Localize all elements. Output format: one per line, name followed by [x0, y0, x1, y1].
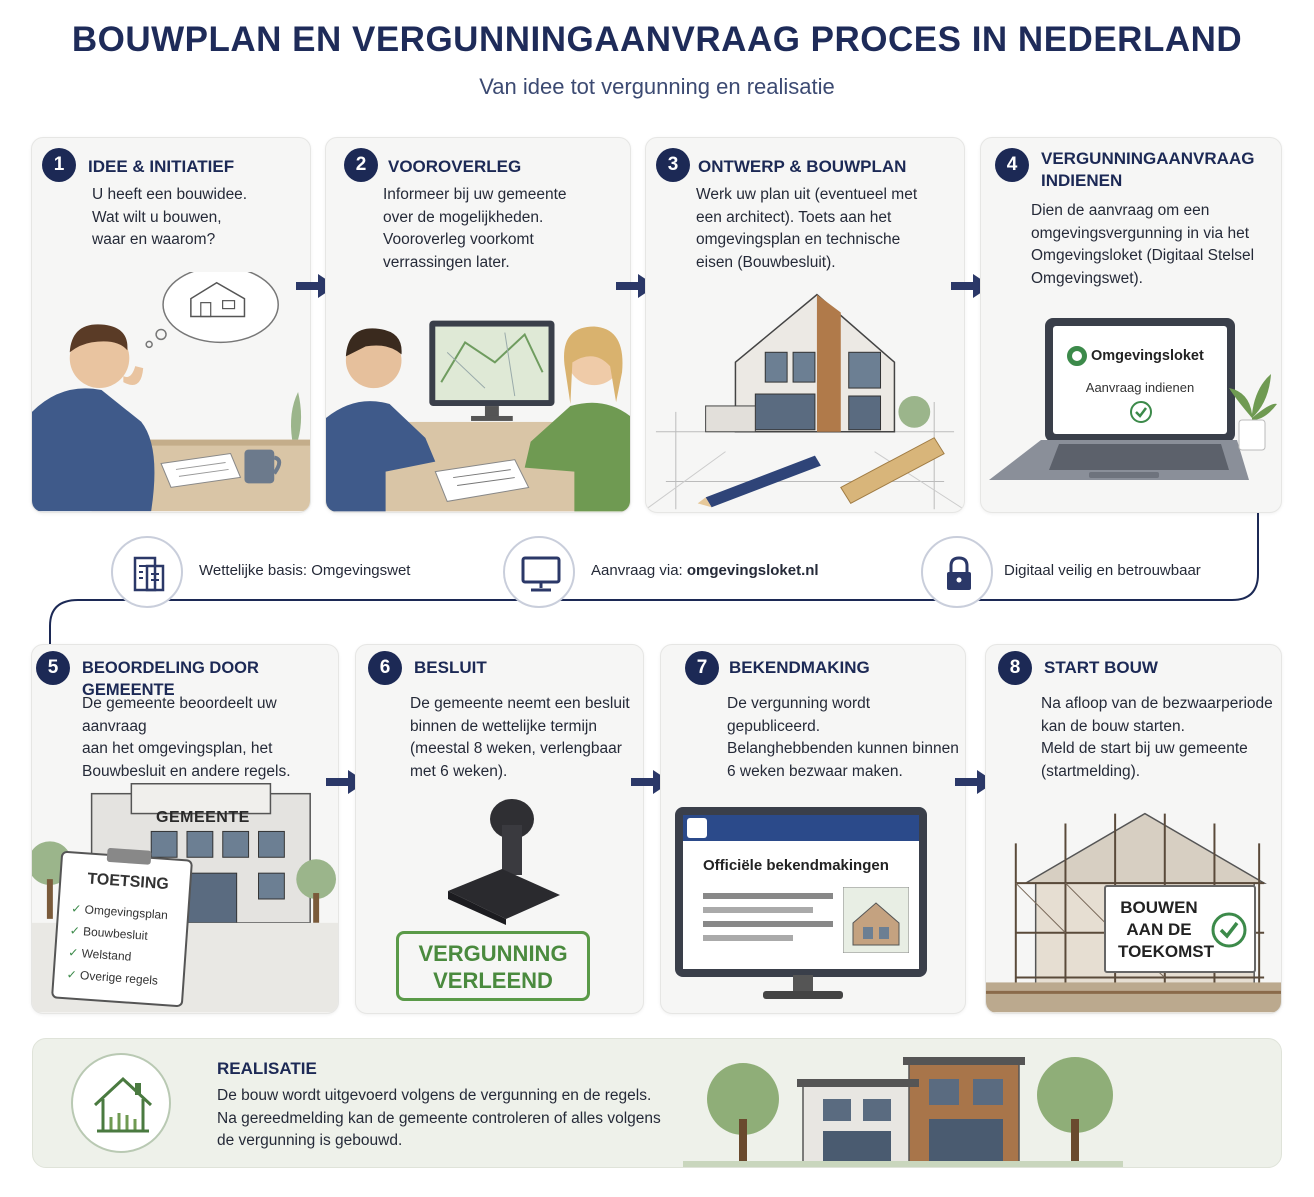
house-icon: [73, 1055, 173, 1155]
info-lock-circle: [921, 536, 993, 608]
step-heading: IDEE & INITIATIEF: [88, 157, 235, 176]
step-card-2: [325, 137, 631, 513]
step-description: Werk uw plan uit (eventueel met een architect). Toets aan het omgevingsplan en technische eisen (Bouwbesluit).: [696, 186, 918, 271]
step-heading: BEKENDMAKING: [729, 658, 870, 677]
realisatie-heading: REALISATIE: [217, 1059, 317, 1078]
building-sign: GEMEENTE: [156, 809, 250, 826]
checklist-item: ✓ Bouwbesluit: [69, 923, 149, 943]
step-description: De gemeente neemt een besluit binnen de wettelijke termijn (meestal 8 weken, verlengbaar met 6 weken).: [410, 695, 630, 780]
publication-monitor: [675, 807, 927, 977]
omgevingsloket-link[interactable]: omgevingsloket.nl: [686, 562, 819, 579]
info-security: Digitaal veilig en betrouwbaar: [1004, 562, 1201, 579]
step-number-badge: 7: [685, 651, 719, 685]
step-number-badge: 2: [344, 148, 378, 182]
checklist-item: ✓ Overige regels: [66, 967, 159, 988]
document-icon: [113, 538, 185, 610]
meeting-illustration: [326, 312, 630, 512]
step-description: Dien de aanvraag om een omgevingsvergunning in via het Omgevingsloket (Digitaal Stelsel Omgevingswet).: [1031, 202, 1255, 287]
step-number-badge: 8: [998, 651, 1032, 685]
monitor-icon: [505, 538, 577, 610]
step-card-4: [980, 137, 1282, 513]
step-card-5: [31, 644, 339, 1014]
thinking-person-illustration: [32, 272, 310, 512]
page-subtitle: Van idee tot vergunning en realisatie: [479, 74, 835, 99]
step-description: U heeft een bouwidee. Wat wilt u bouwen, waar en waarom?: [92, 186, 248, 248]
checklist-item: ✓ Omgevingsplan: [70, 901, 169, 923]
laptop-action-text: Aanvraag indienen: [1085, 380, 1195, 395]
monitor-heading: Officiële bekendmakingen: [703, 857, 889, 874]
step-card-3: [645, 137, 965, 513]
info-legal-basis: Wettelijke basis: Omgevingswet: [199, 562, 411, 579]
step-card-8: [985, 644, 1282, 1014]
stamp-approved: VERGUNNING VERLEEND: [396, 931, 590, 1001]
step-number-badge: 5: [36, 651, 70, 685]
step-card-1: [31, 137, 311, 513]
realisatie-icon-circle: [71, 1053, 171, 1153]
step-description: Informeer bij uw gemeente over de mogelijkheden. Vooroverleg voorkomt verrassingen later.: [383, 186, 567, 271]
step-number-badge: 6: [368, 651, 402, 685]
step-heading: BEOORDELING DOOR GEMEENTE: [82, 659, 259, 699]
step-heading: ONTWERP & BOUWPLAN: [698, 157, 907, 176]
step-card-7: [660, 644, 966, 1014]
info-application-via: Aanvraag via: omgevingsloket.nl: [591, 562, 819, 579]
lock-icon: [923, 538, 995, 610]
omgevingsloket-brand: Omgevingsloket: [1091, 348, 1204, 364]
step-card-6: [355, 644, 644, 1014]
checklist-clipboard: [51, 851, 193, 1008]
checklist-item: ✓ Welstand: [67, 945, 132, 964]
page-title: BOUWPLAN EN VERGUNNINGAANVRAAG PROCES IN NEDERLAND: [71, 20, 1243, 59]
step-description: Na afloop van de bezwaarperiode kan de bouw starten. Meld de start bij uw gemeente (startmelding).: [1041, 695, 1273, 780]
step-heading: START BOUW: [1044, 658, 1158, 677]
checklist-title: TOETSING: [86, 870, 170, 894]
info-monitor-circle: [503, 536, 575, 608]
realisatie-panel: [32, 1038, 1282, 1168]
laptop-screen: [1053, 326, 1227, 434]
stamp-icon: [440, 795, 570, 925]
construction-banner: BOUWEN AAN DE TOEKOMST: [1104, 885, 1256, 973]
step-number-badge: 4: [995, 148, 1029, 182]
step-heading: VOOROVERLEG: [388, 157, 522, 176]
info-document-circle: [111, 536, 183, 608]
check-icon: [1210, 911, 1248, 949]
step-description: De vergunning wordt gepubliceerd. Belanghebbenden kunnen binnen 6 weken bezwaar maken.: [727, 695, 959, 780]
step-description: De gemeente beoordeelt uw aanvraag aan het omgevingsplan, het Bouwbesluit en andere regels.: [82, 695, 291, 780]
finished-house-illustration: [683, 1039, 1123, 1168]
step-number-badge: 3: [656, 148, 690, 182]
step-number-badge: 1: [42, 148, 76, 182]
laptop-illustration: [989, 318, 1279, 508]
step-heading: VERGUNNINGAANVRAAG INDIENEN: [1041, 149, 1255, 190]
check-icon: [1129, 400, 1153, 424]
step-heading: BESLUIT: [414, 658, 487, 677]
plant-icon: [1225, 368, 1279, 454]
realisatie-description: De bouw wordt uitgevoerd volgens de vergunning en de regels. Na gereedmelding kan de gemeente controleren of alles volgens de vergunning is gebouwd.: [217, 1087, 661, 1149]
house-design-illustration: [646, 282, 964, 512]
